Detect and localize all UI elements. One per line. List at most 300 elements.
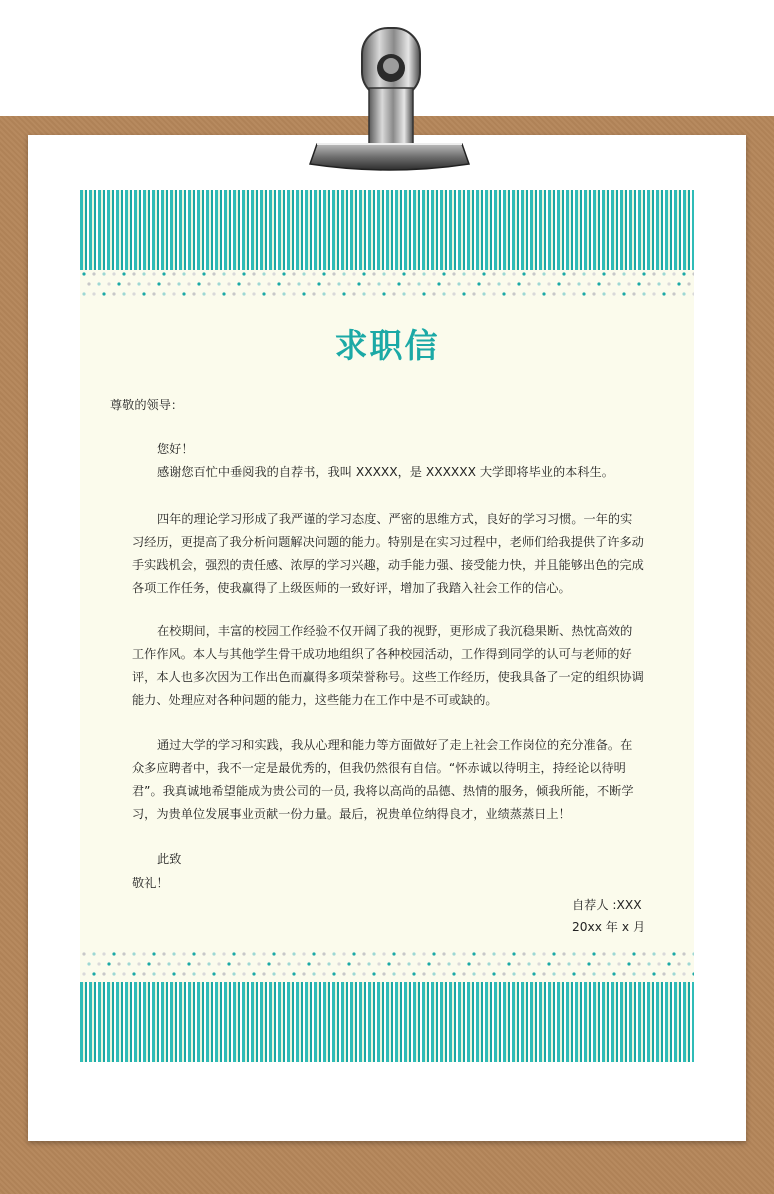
decor-dot <box>162 972 165 975</box>
decor-dot <box>422 952 425 955</box>
decor-dot <box>592 952 595 955</box>
decor-dot <box>417 962 420 965</box>
decor-dot <box>92 272 95 275</box>
decor-dot <box>292 972 295 975</box>
decor-dot <box>632 972 635 975</box>
decor-dot <box>267 962 270 965</box>
decor-dot <box>252 292 255 295</box>
decor-dot <box>257 282 260 285</box>
decor-dot <box>427 282 430 285</box>
decor-dot <box>442 272 445 275</box>
decor-dot <box>522 292 525 295</box>
decor-dot <box>647 962 650 965</box>
decor-dot <box>497 282 500 285</box>
decor-dot <box>652 972 655 975</box>
paragraph-2: 在校期间，丰富的校园工作经验不仅开阔了我的视野，更形成了我沉稳果断、热忱高效的工作作风。本人与其他学生骨干成功地组织了各种校园活动，工作得到同学的认可与老师的好评，本人也多次因为工作出色而赢得多项荣誉称号。这些工作经历，使我具备了一定的组织协调能力、处理应对各种问题的能力，这些能力在工作中是不可或缺的。 <box>132 624 644 707</box>
decor-dot <box>242 272 245 275</box>
decor-dot <box>172 952 175 955</box>
decor-dot <box>657 962 660 965</box>
decor-dot <box>642 292 645 295</box>
decor-dot <box>502 272 505 275</box>
decor-dot <box>397 282 400 285</box>
decor-dot <box>522 952 525 955</box>
decor-dot <box>607 962 610 965</box>
decor-dot <box>157 962 160 965</box>
decor-dot <box>192 292 195 295</box>
decor-dot <box>202 972 205 975</box>
decor-dot <box>612 972 615 975</box>
decor-dot <box>662 272 665 275</box>
decor-dot <box>402 952 405 955</box>
decor-dot <box>132 272 135 275</box>
decor-dot <box>442 972 445 975</box>
decor-dot <box>252 972 255 975</box>
decor-dot <box>137 282 140 285</box>
decor-dot <box>692 952 694 955</box>
decor-dot <box>382 952 385 955</box>
decor-dot <box>182 952 185 955</box>
bottom-dot-pattern <box>80 948 694 984</box>
decor-dot <box>122 952 125 955</box>
decor-dot <box>337 282 340 285</box>
decor-dot <box>322 972 325 975</box>
decor-dot <box>282 972 285 975</box>
decor-dot <box>572 292 575 295</box>
decor-dot <box>562 952 565 955</box>
decor-dot <box>587 282 590 285</box>
decor-dot <box>622 972 625 975</box>
decor-dot <box>267 282 270 285</box>
decor-dot <box>302 952 305 955</box>
decor-dot <box>522 272 525 275</box>
decor-dot <box>422 972 425 975</box>
decor-dot <box>432 972 435 975</box>
top-stripe-border <box>80 190 694 270</box>
decor-dot <box>212 952 215 955</box>
decor-dot <box>482 292 485 295</box>
decor-dot <box>582 972 585 975</box>
decor-dot <box>292 272 295 275</box>
decor-dot <box>502 972 505 975</box>
decor-dot <box>462 972 465 975</box>
decor-dot <box>147 962 150 965</box>
decor-dot <box>382 272 385 275</box>
decor-dot <box>682 272 685 275</box>
decor-dot <box>392 972 395 975</box>
decor-dot <box>107 962 110 965</box>
decor-dot <box>542 952 545 955</box>
decor-dot <box>427 962 430 965</box>
decor-dot <box>127 962 130 965</box>
decor-dot <box>402 292 405 295</box>
decor-dot <box>467 282 470 285</box>
decor-dot <box>232 952 235 955</box>
decor-dot <box>487 962 490 965</box>
decor-dot <box>197 962 200 965</box>
decor-dot <box>332 272 335 275</box>
decor-dot <box>457 282 460 285</box>
decor-dot <box>232 972 235 975</box>
decor-dot <box>347 962 350 965</box>
decor-dot <box>357 962 360 965</box>
decor-dot <box>562 272 565 275</box>
decor-dot <box>157 282 160 285</box>
decor-dot <box>582 952 585 955</box>
decor-dot <box>262 972 265 975</box>
decor-dot <box>512 972 515 975</box>
decor-dot <box>612 952 615 955</box>
decor-dot <box>387 962 390 965</box>
decor-dot <box>407 962 410 965</box>
greeting: 您好！ <box>157 442 194 456</box>
decor-dot <box>212 292 215 295</box>
decor-dot <box>687 282 690 285</box>
decor-dot <box>617 282 620 285</box>
decor-dot <box>297 962 300 965</box>
paragraph-1: 四年的理论学习形成了我严谨的学习态度、严密的思维方式，良好的学习习惯。一年的实习经历，更提高了我分析问题解决问题的能力。特别是在实习过程中，老师们给我提供了许多动手实践机会，强烈的责任感、浓厚的学习兴趣，动手能力强、接受能力快，并且能够出色的完成各项工作任务，使我赢得了上级医师的一致好评，增加了我踏入社会工作的信心。 <box>132 512 644 595</box>
decor-dot <box>177 282 180 285</box>
decor-dot <box>487 282 490 285</box>
decor-dot <box>397 962 400 965</box>
decor-dot <box>237 282 240 285</box>
decor-dot <box>182 272 185 275</box>
intro-line: 感谢您百忙中垂阅我的自荐书，我叫 XXXXX，是 XXXXXX 大学即将毕业的本科生。 <box>157 465 614 479</box>
decor-dot <box>202 272 205 275</box>
decor-dot <box>87 962 90 965</box>
decor-dot <box>217 282 220 285</box>
decor-dot <box>687 962 690 965</box>
decor-dot <box>457 962 460 965</box>
decor-dot <box>412 272 415 275</box>
decor-dot <box>167 962 170 965</box>
decor-dot <box>172 272 175 275</box>
decor-dot <box>512 272 515 275</box>
decor-dot <box>222 952 225 955</box>
decor-dot <box>217 962 220 965</box>
decor-dot <box>202 952 205 955</box>
decor-dot <box>122 972 125 975</box>
decor-dot <box>612 292 615 295</box>
decor-dot <box>107 282 110 285</box>
decor-dot <box>252 272 255 275</box>
decor-dot <box>692 272 694 275</box>
decor-dot <box>102 292 105 295</box>
decor-dot <box>557 962 560 965</box>
decor-dot <box>672 972 675 975</box>
decor-dot <box>442 952 445 955</box>
decor-dot <box>117 962 120 965</box>
decor-dot <box>452 952 455 955</box>
decor-dot <box>622 272 625 275</box>
decor-dot <box>342 972 345 975</box>
decor-dot <box>612 272 615 275</box>
decor-dot <box>97 962 100 965</box>
decor-dot <box>592 972 595 975</box>
decor-dot <box>587 962 590 965</box>
decor-dot <box>132 972 135 975</box>
decor-dot <box>372 972 375 975</box>
decor-dot <box>412 292 415 295</box>
decor-dot <box>442 292 445 295</box>
decor-dot <box>222 292 225 295</box>
decor-dot <box>417 282 420 285</box>
decor-dot <box>652 272 655 275</box>
decor-dot <box>542 272 545 275</box>
decor-dot <box>82 972 85 975</box>
decor-dot <box>432 272 435 275</box>
decor-dot <box>497 962 500 965</box>
decor-dot <box>547 962 550 965</box>
decor-dot <box>322 952 325 955</box>
decor-dot <box>652 292 655 295</box>
decor-dot <box>437 282 440 285</box>
decor-dot <box>537 962 540 965</box>
decor-dot <box>127 282 130 285</box>
decor-dot <box>232 272 235 275</box>
decor-dot <box>332 972 335 975</box>
decor-dot <box>292 952 295 955</box>
decor-dot <box>412 972 415 975</box>
decor-dot <box>422 292 425 295</box>
decor-dot <box>602 972 605 975</box>
decor-dot <box>102 952 105 955</box>
decor-dot <box>642 952 645 955</box>
decor-dot <box>532 952 535 955</box>
decor-dot <box>492 952 495 955</box>
decor-dot <box>312 952 315 955</box>
signer: 自荐人 :XXX <box>572 898 642 912</box>
decor-dot <box>142 272 145 275</box>
decor-dot <box>352 972 355 975</box>
decor-dot <box>602 292 605 295</box>
decor-dot <box>567 282 570 285</box>
decor-dot <box>82 292 85 295</box>
letter-sheet <box>80 190 694 1062</box>
decor-dot <box>382 972 385 975</box>
decor-dot <box>137 962 140 965</box>
decor-dot <box>477 962 480 965</box>
decor-dot <box>312 972 315 975</box>
decor-dot <box>447 282 450 285</box>
decor-dot <box>547 282 550 285</box>
decor-dot <box>542 292 545 295</box>
decor-dot <box>142 952 145 955</box>
decor-dot <box>362 972 365 975</box>
decor-dot <box>257 962 260 965</box>
decor-dot <box>527 282 530 285</box>
decor-dot <box>627 962 630 965</box>
decor-dot <box>627 282 630 285</box>
decor-dot <box>372 952 375 955</box>
decor-dot <box>192 972 195 975</box>
decor-dot <box>337 962 340 965</box>
decor-dot <box>572 952 575 955</box>
decor-dot <box>462 952 465 955</box>
decor-dot <box>147 282 150 285</box>
decor-dot <box>162 952 165 955</box>
decor-dot <box>677 962 680 965</box>
decor-dot <box>182 972 185 975</box>
decor-dot <box>637 282 640 285</box>
decor-dot <box>577 282 580 285</box>
decor-dot <box>277 282 280 285</box>
decor-dot <box>377 282 380 285</box>
decor-dot <box>382 292 385 295</box>
top-dot-pattern <box>80 268 694 304</box>
decor-dot <box>112 952 115 955</box>
decor-dot <box>232 292 235 295</box>
decor-dot <box>222 972 225 975</box>
decor-dot <box>472 972 475 975</box>
decor-dot <box>372 272 375 275</box>
decor-dot <box>582 292 585 295</box>
decor-dot <box>507 962 510 965</box>
decor-dot <box>342 292 345 295</box>
decor-dot <box>492 272 495 275</box>
decor-dot <box>602 272 605 275</box>
decor-dot <box>347 282 350 285</box>
decor-dot <box>142 292 145 295</box>
decor-dot <box>152 272 155 275</box>
decor-dot <box>332 292 335 295</box>
decor-dot <box>112 972 115 975</box>
decor-dot <box>327 962 330 965</box>
decor-dot <box>327 282 330 285</box>
decor-dot <box>592 272 595 275</box>
decor-dot <box>582 272 585 275</box>
decor-dot <box>402 272 405 275</box>
decor-dot <box>187 282 190 285</box>
decor-dot <box>622 952 625 955</box>
decor-dot <box>102 972 105 975</box>
decor-dot <box>132 952 135 955</box>
decor-dot <box>297 282 300 285</box>
decor-dot <box>362 292 365 295</box>
decor-dot <box>227 962 230 965</box>
decor-dot <box>212 972 215 975</box>
decor-dot <box>422 272 425 275</box>
binder-clip-icon <box>307 26 472 174</box>
decor-dot <box>182 292 185 295</box>
decor-dot <box>277 962 280 965</box>
decor-dot <box>597 962 600 965</box>
decor-dot <box>322 292 325 295</box>
decor-dot <box>272 952 275 955</box>
decor-dot <box>247 962 250 965</box>
decor-dot <box>482 952 485 955</box>
decor-dot <box>287 962 290 965</box>
decor-dot <box>237 962 240 965</box>
decor-dot <box>112 272 115 275</box>
decor-dot <box>572 272 575 275</box>
decor-dot <box>92 952 95 955</box>
decor-dot <box>392 272 395 275</box>
decor-dot <box>317 962 320 965</box>
decor-dot <box>402 972 405 975</box>
decor-dot <box>242 952 245 955</box>
decor-dot <box>532 292 535 295</box>
decor-dot <box>682 952 685 955</box>
decor-dot <box>192 272 195 275</box>
decor-dot <box>207 282 210 285</box>
decor-dot <box>467 962 470 965</box>
decor-dot <box>562 292 565 295</box>
decor-dot <box>552 972 555 975</box>
decor-dot <box>152 952 155 955</box>
decor-dot <box>692 292 694 295</box>
decor-dot <box>472 292 475 295</box>
decor-dot <box>392 952 395 955</box>
decor-dot <box>492 972 495 975</box>
decor-dot <box>437 962 440 965</box>
decor-dot <box>617 962 620 965</box>
decor-dot <box>342 272 345 275</box>
decor-dot <box>202 292 205 295</box>
decor-dot <box>647 282 650 285</box>
decor-dot <box>672 952 675 955</box>
decor-dot <box>692 972 694 975</box>
decor-dot <box>152 972 155 975</box>
decor-dot <box>132 292 135 295</box>
decor-dot <box>432 292 435 295</box>
decor-dot <box>302 292 305 295</box>
decor-dot <box>447 962 450 965</box>
decor-dot <box>462 272 465 275</box>
decor-dot <box>452 292 455 295</box>
decor-dot <box>632 292 635 295</box>
decor-dot <box>477 282 480 285</box>
decor-dot <box>662 952 665 955</box>
decor-dot <box>367 282 370 285</box>
decor-dot <box>287 282 290 285</box>
closing-line-2: 敬礼！ <box>132 876 169 890</box>
decor-dot <box>342 952 345 955</box>
decor-dot <box>637 962 640 965</box>
decor-dot <box>682 972 685 975</box>
decor-dot <box>262 292 265 295</box>
decor-dot <box>352 952 355 955</box>
decor-dot <box>302 272 305 275</box>
decor-dot <box>212 272 215 275</box>
decor-dot <box>152 292 155 295</box>
decor-dot <box>392 292 395 295</box>
decor-dot <box>162 272 165 275</box>
decor-dot <box>592 292 595 295</box>
decor-dot <box>492 292 495 295</box>
decor-dot <box>597 282 600 285</box>
decor-dot <box>292 292 295 295</box>
decor-dot <box>167 282 170 285</box>
decor-dot <box>462 292 465 295</box>
decor-dot <box>472 272 475 275</box>
decor-dot <box>187 962 190 965</box>
decor-dot <box>562 972 565 975</box>
decor-dot <box>282 952 285 955</box>
decor-dot <box>432 952 435 955</box>
decor-dot <box>577 962 580 965</box>
decor-dot <box>322 272 325 275</box>
decor-dot <box>317 282 320 285</box>
decor-dot <box>522 972 525 975</box>
decor-dot <box>242 972 245 975</box>
decor-dot <box>282 272 285 275</box>
decor-dot <box>242 292 245 295</box>
decor-dot <box>87 282 90 285</box>
decor-dot <box>377 962 380 965</box>
decor-dot <box>122 272 125 275</box>
greeting-block <box>157 438 657 484</box>
decor-dot <box>452 972 455 975</box>
